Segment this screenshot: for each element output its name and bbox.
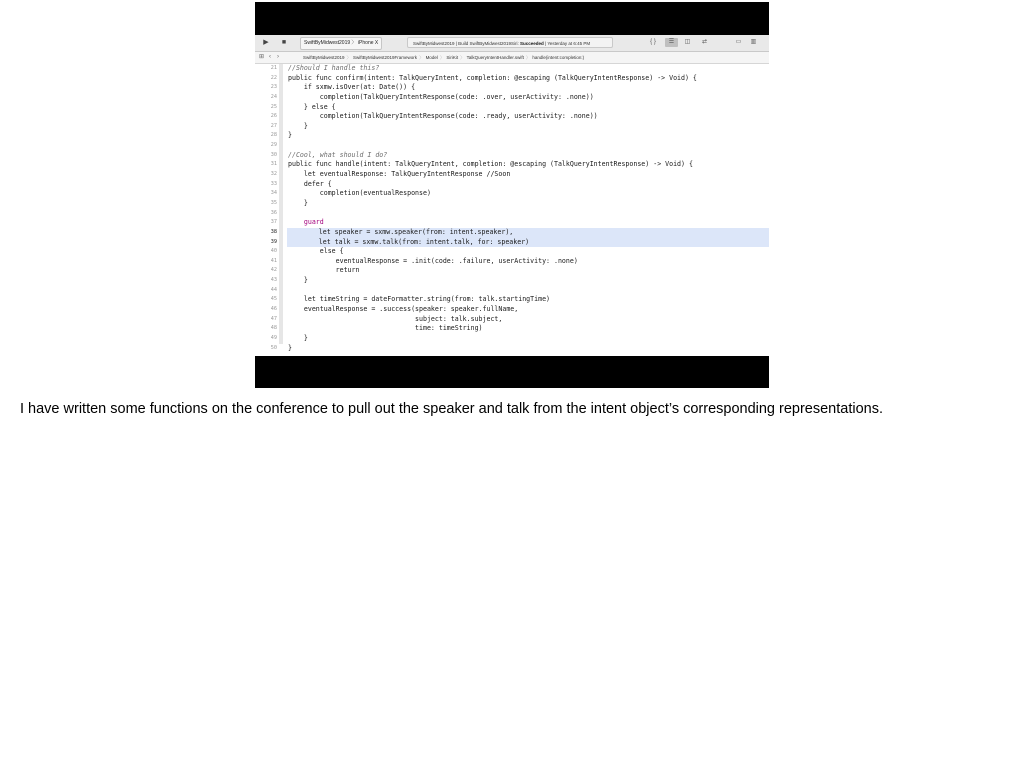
line-number: 33 [270, 180, 277, 187]
code-line: //Cool, what should I do? [288, 150, 388, 159]
crumb-project[interactable]: SwiftByMidwest2019 [303, 55, 345, 60]
activity-status [407, 37, 613, 48]
line-number: 26 [270, 113, 277, 120]
code-line [288, 141, 769, 151]
code-line: guard [288, 218, 324, 227]
code-line: public func confirm(intent: TalkQueryIntent, completion: @escaping (TalkQueryIntentResponse) -> Void) { [288, 73, 697, 82]
scheme-separator: 〉 [351, 40, 357, 46]
crumb-model[interactable]: Model [425, 55, 438, 60]
code-line: } [288, 276, 308, 285]
line-number: 37 [270, 219, 277, 226]
stop-icon[interactable]: ■ [281, 39, 287, 46]
play-icon[interactable]: ▶ [263, 39, 269, 46]
code-line: let eventualResponse: TalkQueryIntentResponse //Soon [288, 170, 511, 179]
line-number: 45 [270, 296, 277, 303]
line-number: 50 [270, 344, 277, 351]
line-number: 42 [270, 267, 277, 274]
line-number: 25 [270, 103, 277, 110]
code-folding-ribbon[interactable] [279, 64, 283, 344]
line-number: 31 [270, 161, 277, 168]
line-number: 21 [270, 65, 277, 71]
code-line: time: timeString) [288, 324, 483, 333]
navigator-toggle-icon[interactable]: ▭ [735, 39, 742, 45]
line-number-gutter [255, 64, 277, 353]
code-line-selected: let speaker = sxmw.speaker(from: intent.speaker), [287, 228, 769, 238]
line-number: 29 [270, 142, 277, 149]
line-number: 48 [270, 325, 277, 332]
line-number: 35 [270, 199, 277, 206]
code-line: else { [288, 247, 344, 256]
line-number: 44 [270, 286, 277, 293]
line-number: 27 [270, 122, 277, 129]
code-line: eventualResponse = .success(speaker: speaker.fullName, [288, 305, 519, 314]
code-line: } [288, 333, 308, 342]
library-icon[interactable]: { } [650, 39, 656, 45]
code-line: } [288, 198, 308, 207]
code-line: completion(TalkQueryIntentResponse(code: .ready, userActivity: .none)) [288, 112, 598, 121]
line-number: 46 [270, 306, 277, 313]
code-line: subject: talk.subject, [288, 314, 503, 323]
code-line: completion(TalkQueryIntentResponse(code: .over, userActivity: .none)) [288, 92, 594, 101]
line-number: 23 [270, 84, 277, 91]
code-line: if sxmw.isOver(at: Date()) { [288, 83, 416, 92]
status-state: Succeeded [519, 41, 544, 46]
line-number: 34 [270, 190, 277, 197]
line-number-current: 39 [270, 238, 277, 245]
version-editor-icon[interactable]: ⇄ [701, 39, 708, 45]
code-line: public func handle(intent: TalkQueryIntent, completion: @escaping (TalkQueryIntentResponse) -> Void) { [288, 160, 693, 169]
inspector-toggle-icon[interactable]: ▥ [750, 39, 757, 45]
line-number: 43 [270, 277, 277, 284]
status-prefix: SwiftByMidwest2019 | Build SwiftByMidwest2019Siri: [413, 41, 520, 46]
crumb-symbol[interactable]: handle(intent:completion:) [532, 55, 585, 60]
code-line: defer { [288, 179, 332, 188]
code-line: return [288, 266, 360, 275]
slide-frame [255, 2, 769, 388]
crumb-file[interactable]: TalkQueryIntentHandler.swift [466, 55, 524, 60]
scheme-selector[interactable] [300, 37, 382, 50]
code-line: let timeString = dateFormatter.string(from: talk.startingTime) [288, 295, 551, 304]
assistant-editor-icon[interactable]: ◫ [684, 39, 691, 45]
code-line: } else { [288, 102, 336, 111]
breadcrumb: SwiftByMidwest2019 〉 SwiftByMidwest2019Framework 〉 Model 〉 SiriKit 〉 TalkQueryIntentHandler.swift 〉 handle(intent:completion:) [303, 55, 585, 60]
scheme-target: SwiftByMidwest2019 [304, 40, 351, 46]
back-icon[interactable]: ‹ [269, 54, 271, 60]
line-number: 30 [270, 151, 277, 158]
line-number: 22 [270, 74, 277, 81]
xcode-window [255, 35, 769, 356]
slide-caption: I have written some functions on the conference to pull out the speaker and talk from the intent object’s corresponding representations. [20, 401, 883, 417]
scheme-device: iPhone X [357, 40, 379, 46]
code-line-selected: let talk = sxmw.talk(from: intent.talk, for: speaker) [287, 238, 769, 248]
standard-editor-icon[interactable]: ☰ [665, 38, 678, 47]
forward-icon[interactable]: › [277, 54, 279, 60]
code-line: } [288, 343, 292, 352]
line-number: 40 [270, 248, 277, 255]
crumb-framework[interactable]: SwiftByMidwest2019Framework [353, 55, 418, 60]
line-number: 36 [270, 209, 277, 216]
grid-icon[interactable]: ⊞ [259, 54, 265, 60]
code-line: } [288, 121, 308, 130]
code-line: eventualResponse = .init(code: .failure, userActivity: .none) [288, 256, 578, 265]
code-line [288, 286, 769, 296]
line-number: 47 [270, 315, 277, 322]
code-lines [288, 64, 769, 353]
code-line: //Should I handle this? [288, 64, 380, 72]
code-line: } [288, 131, 292, 140]
line-number: 41 [270, 257, 277, 264]
line-number: 32 [270, 171, 277, 178]
line-number-current: 38 [270, 228, 277, 235]
status-time: | Yesterday at 6:45 PM [543, 41, 591, 46]
line-number: 24 [270, 93, 277, 100]
code-line [288, 209, 769, 219]
crumb-sirikit[interactable]: SiriKit [446, 55, 459, 60]
xcode-toolbar [255, 35, 769, 52]
code-line: completion(eventualResponse) [288, 189, 431, 198]
line-number: 49 [270, 334, 277, 341]
line-number: 28 [270, 132, 277, 139]
jump-bar [255, 52, 769, 64]
